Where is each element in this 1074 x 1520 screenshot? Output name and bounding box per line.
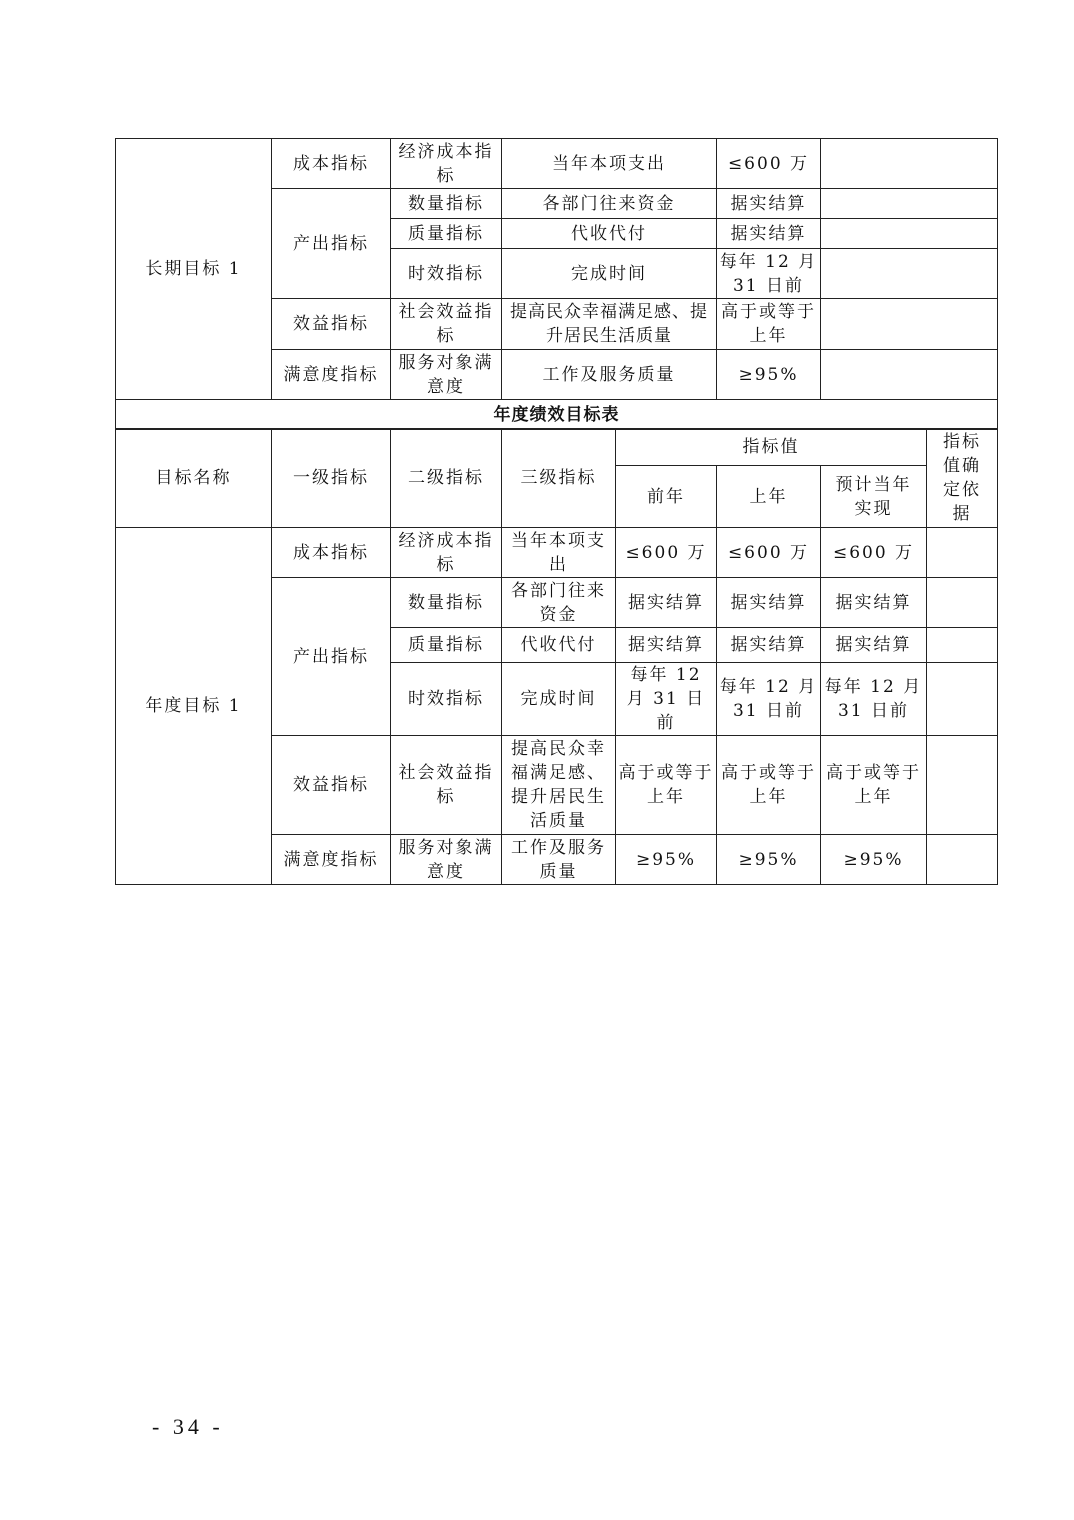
- level2-quality: 质量指标: [391, 628, 502, 663]
- level2-client-satisfaction: 服务对象满意度: [391, 835, 502, 885]
- level2-social-benefit: 社会效益指标: [391, 736, 502, 835]
- value-prev-year: 每年 12 月 31 日前: [616, 663, 717, 736]
- annual-goal-table: [115, 428, 998, 885]
- empty-cell: [821, 299, 998, 350]
- empty-cell: [821, 139, 998, 189]
- value-quality: 据实结算: [717, 219, 821, 249]
- value-last-year: 据实结算: [717, 578, 821, 628]
- value-expected: 每年 12 月 31 日前: [821, 663, 927, 736]
- header-prev-year: 前年: [616, 466, 717, 528]
- annual-table-title: 年度绩效目标表: [116, 400, 998, 430]
- level2-economic-cost: 经济成本指标: [391, 528, 502, 578]
- value-expected: ≥95%: [821, 835, 927, 885]
- level2-economic-cost: 经济成本指标: [391, 139, 502, 189]
- level1-cost: 成本指标: [272, 139, 391, 189]
- empty-cell: [821, 219, 998, 249]
- level1-output: 产出指标: [272, 578, 391, 736]
- header-level1: 一级指标: [272, 429, 391, 528]
- value-last-year: 高于或等于上年: [717, 736, 821, 835]
- level2-timeliness: 时效指标: [391, 663, 502, 736]
- value-last-year: ≥95%: [717, 835, 821, 885]
- level3-dept-funds: 各部门往来资金: [502, 189, 717, 219]
- header-indicator-value: 指标值: [616, 429, 927, 466]
- level2-client-satisfaction: 服务对象满意度: [391, 350, 502, 400]
- value-expected: ≤600 万: [821, 528, 927, 578]
- page-number: - 34 -: [152, 1414, 224, 1439]
- level1-satisfaction: 满意度指标: [272, 835, 391, 885]
- level2-quantity: 数量指标: [391, 189, 502, 219]
- value-prev-year: ≤600 万: [616, 528, 717, 578]
- level3-collect-pay: 代收代付: [502, 219, 717, 249]
- value-cost: ≤600 万: [717, 139, 821, 189]
- empty-cell: [927, 628, 998, 663]
- long-term-goal-table: [115, 138, 998, 430]
- empty-cell: [821, 249, 998, 299]
- value-quantity: 据实结算: [717, 189, 821, 219]
- level2-timeliness: 时效指标: [391, 249, 502, 299]
- value-prev-year: 高于或等于上年: [616, 736, 717, 835]
- value-last-year: 每年 12 月 31 日前: [717, 663, 821, 736]
- empty-cell: [927, 578, 998, 628]
- annual-goal-name: 年度目标 1: [116, 528, 272, 885]
- value-prev-year: ≥95%: [616, 835, 717, 885]
- level3-wellbeing: 提高民众幸福满足感、提升居民生活质量: [502, 299, 717, 350]
- value-last-year: ≤600 万: [717, 528, 821, 578]
- value-expected: 高于或等于上年: [821, 736, 927, 835]
- header-last-year: 上年: [717, 466, 821, 528]
- header-goal-name: 目标名称: [116, 429, 272, 528]
- level2-quantity: 数量指标: [391, 578, 502, 628]
- level3-current-expense: 当年本项支出: [502, 528, 616, 578]
- header-level2: 二级指标: [391, 429, 502, 528]
- value-prev-year: 据实结算: [616, 628, 717, 663]
- header-basis: 指标值确定依据: [927, 429, 998, 528]
- value-timeliness: 每年 12 月 31 日前: [717, 249, 821, 299]
- level3-dept-funds: 各部门往来资金: [502, 578, 616, 628]
- empty-cell: [821, 189, 998, 219]
- empty-cell: [821, 350, 998, 400]
- empty-cell: [927, 736, 998, 835]
- level2-social-benefit: 社会效益指标: [391, 299, 502, 350]
- value-prev-year: 据实结算: [616, 578, 717, 628]
- level1-cost: 成本指标: [272, 528, 391, 578]
- empty-cell: [927, 835, 998, 885]
- level1-benefit: 效益指标: [272, 736, 391, 835]
- level3-service-quality: 工作及服务质量: [502, 835, 616, 885]
- level3-service-quality: 工作及服务质量: [502, 350, 717, 400]
- header-expected: 预计当年实现: [821, 466, 927, 528]
- level1-benefit: 效益指标: [272, 299, 391, 350]
- value-benefit: 高于或等于上年: [717, 299, 821, 350]
- empty-cell: [927, 528, 998, 578]
- value-satisfaction: ≥95%: [717, 350, 821, 400]
- value-expected: 据实结算: [821, 628, 927, 663]
- level1-satisfaction: 满意度指标: [272, 350, 391, 400]
- level3-completion-time: 完成时间: [502, 249, 717, 299]
- long-term-goal-name: 长期目标 1: [116, 139, 272, 400]
- level3-completion-time: 完成时间: [502, 663, 616, 736]
- level2-quality: 质量指标: [391, 219, 502, 249]
- level3-current-expense: 当年本项支出: [502, 139, 717, 189]
- level3-wellbeing: 提高民众幸福满足感、提升居民生活质量: [502, 736, 616, 835]
- level1-output: 产出指标: [272, 189, 391, 299]
- value-expected: 据实结算: [821, 578, 927, 628]
- value-last-year: 据实结算: [717, 628, 821, 663]
- empty-cell: [927, 663, 998, 736]
- level3-collect-pay: 代收代付: [502, 628, 616, 663]
- header-level3: 三级指标: [502, 429, 616, 528]
